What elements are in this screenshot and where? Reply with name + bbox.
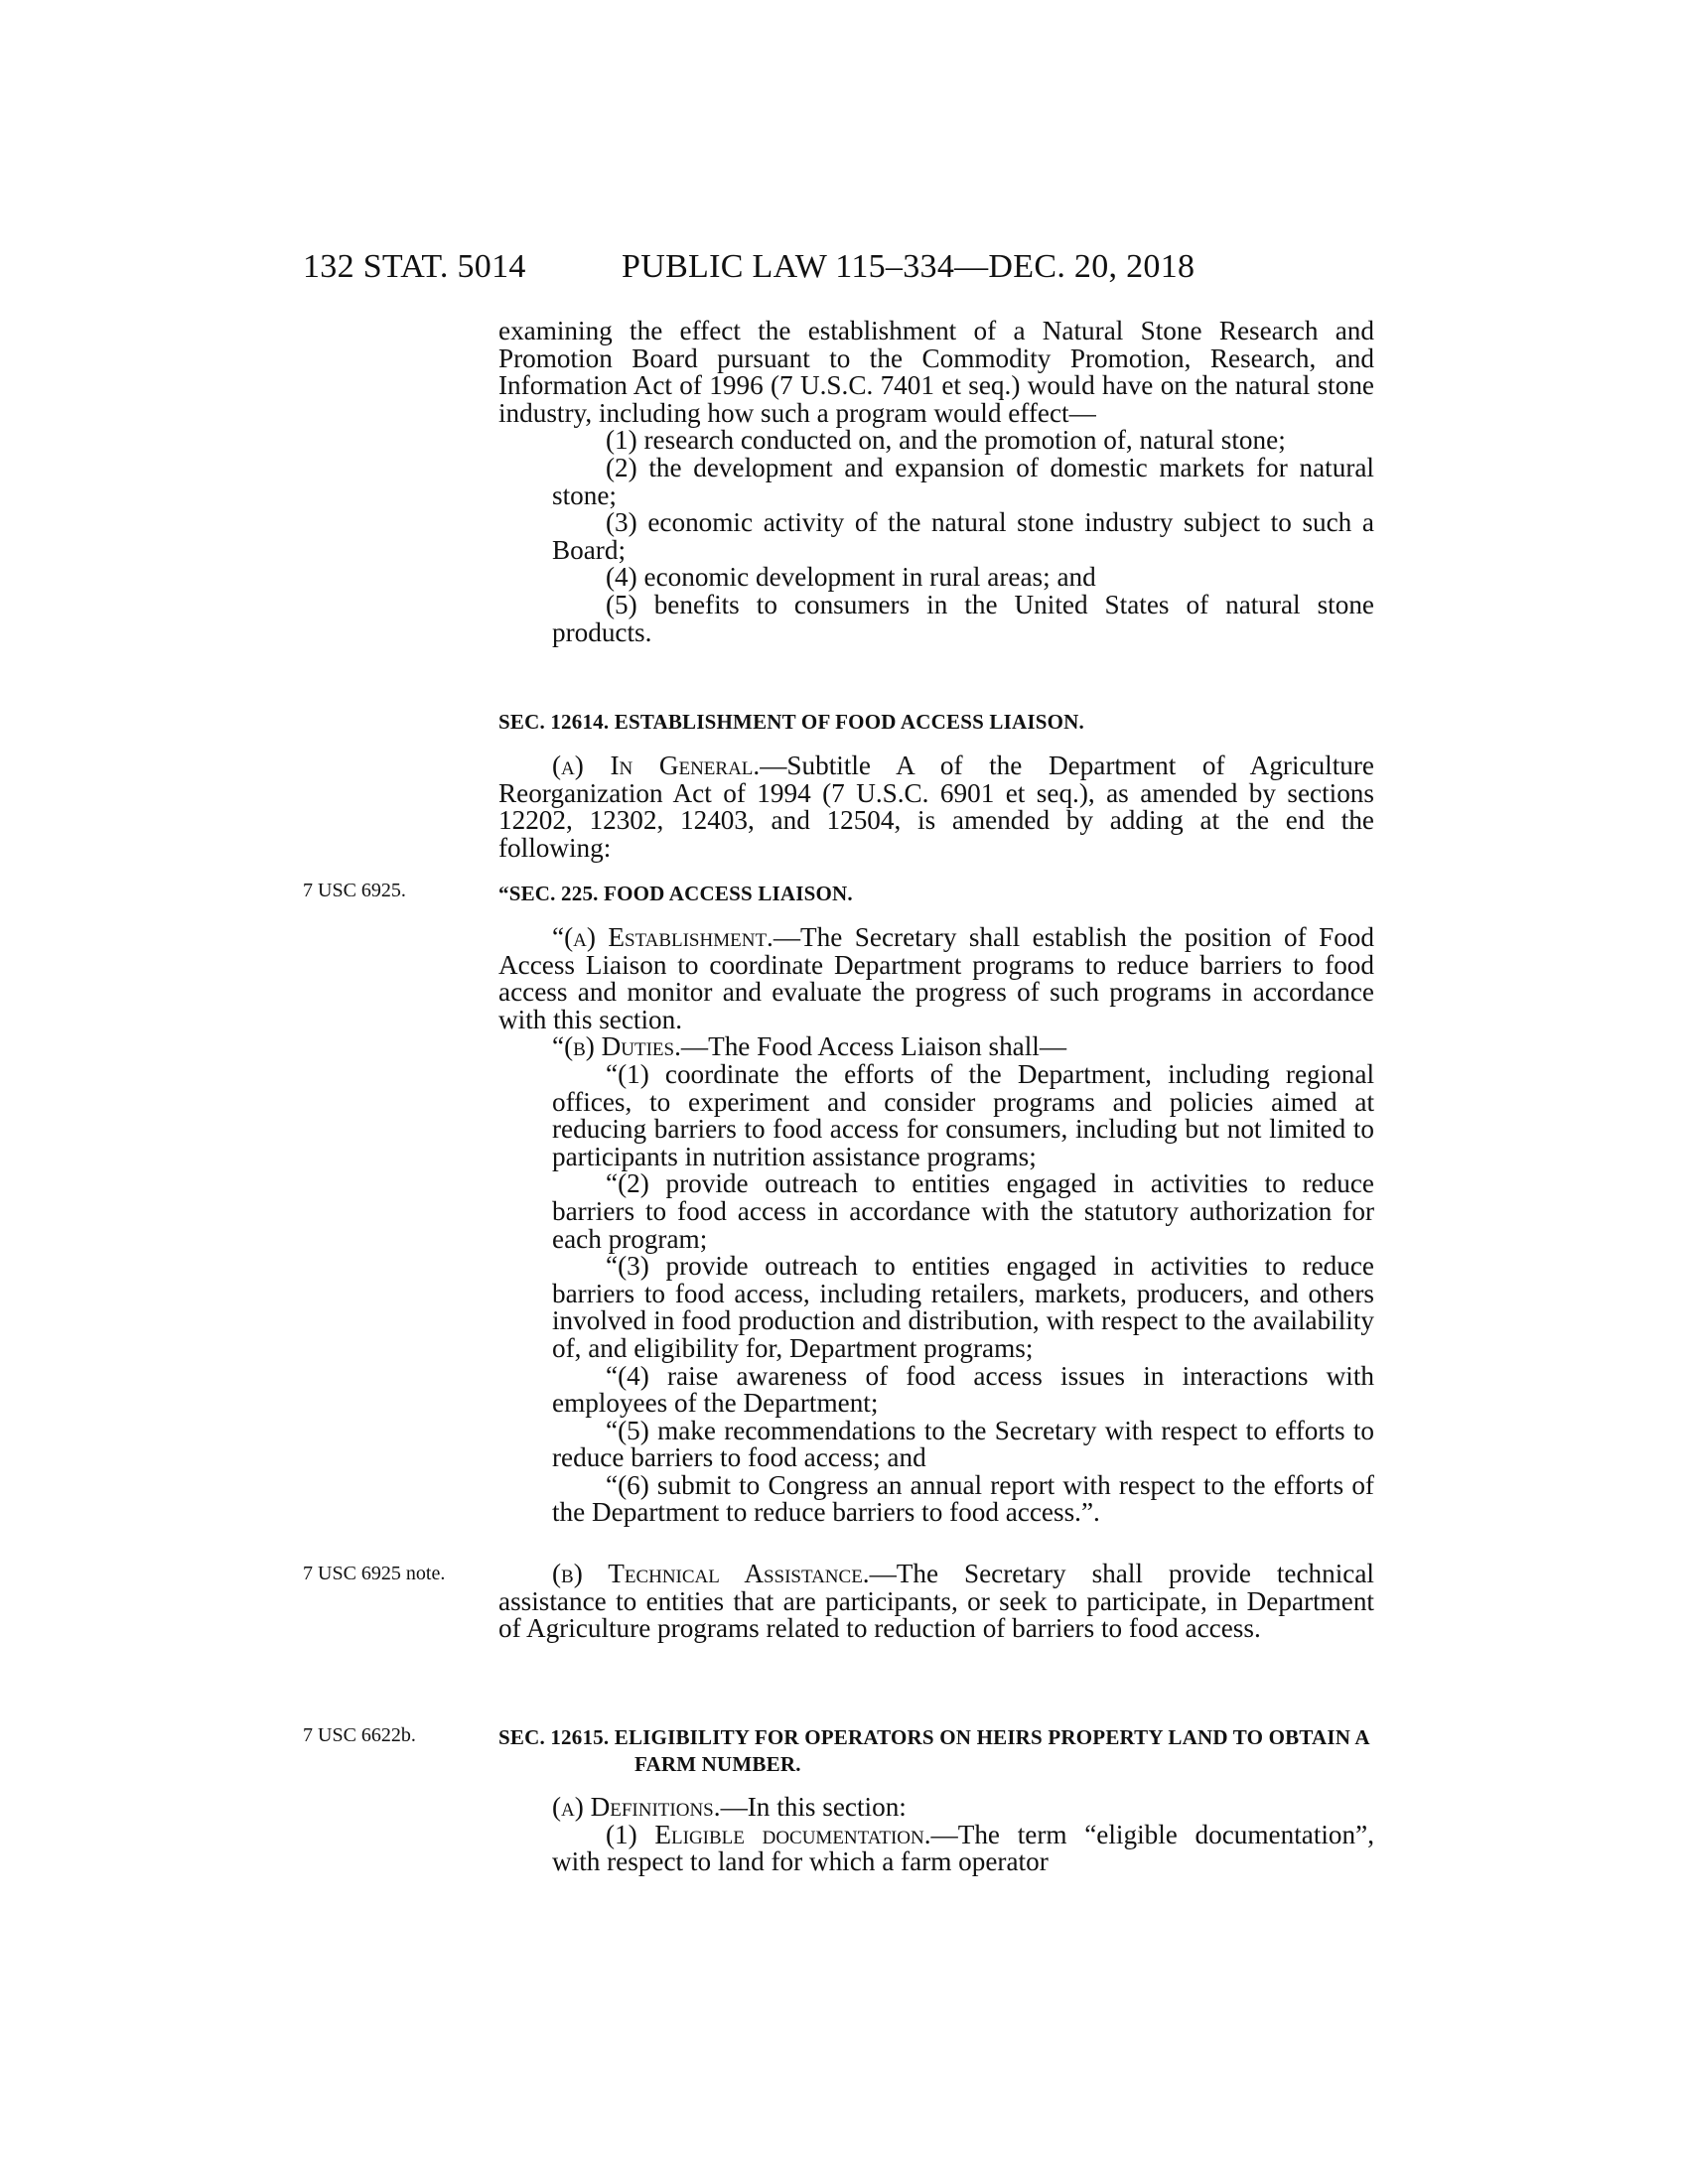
text-block-intro bbox=[498, 318, 1374, 646]
duty-item-2: “(2) provide outreach to entities engaged in activities to reduce barriers to food access in accordance with the statutory authorization for each program; bbox=[552, 1168, 1374, 1254]
subsection-text: —The Secretary shall establish the position of Food Access Liaison to coordinate Department programs to reduce barriers to food access and monitor and evaluate the progress of such programs in accordance with this section. bbox=[498, 922, 1374, 1034]
list-item-1: (1) research conducted on, and the promotion of, natural stone; bbox=[606, 425, 1286, 456]
paragraph-12615-a bbox=[498, 1794, 1374, 1822]
subsection-label: (a) Definitions. bbox=[552, 1792, 721, 1822]
definition-label: (1) Eligible documentation. bbox=[606, 1819, 931, 1849]
public-law-header: PUBLIC LAW 115–334—DEC. 20, 2018 bbox=[622, 248, 1196, 285]
subsection-label: “(a) Establishment. bbox=[552, 922, 774, 952]
list-item-2: (2) the development and expansion of domestic markets for natural stone; bbox=[552, 452, 1374, 510]
duty-item-1: “(1) coordinate the efforts of the Department, including regional offices, to experiment and consider programs and policies aimed at reducing barriers to food access for consumers, including but not limited to participants in nutrition assistance programs; bbox=[552, 1058, 1374, 1171]
subsection-label: (b) Technical Assistance. bbox=[552, 1559, 870, 1588]
duty-item-5: “(5) make recommendations to the Secretary with respect to efforts to reduce barriers to food access; and bbox=[552, 1415, 1374, 1473]
duty-item-3: “(3) provide outreach to entities engaged in activities to reduce barriers to food access, including retailers, markets, producers, and others involved in food production and distribution, with respect to the availability of, and eligibility for, Department programs; bbox=[552, 1251, 1374, 1363]
subsection-label: “(b) Duties. bbox=[552, 1031, 681, 1062]
definition-text: —The term “eligible documentation”, with respect to land for which a farm operator bbox=[552, 1819, 1374, 1877]
section-heading-12615: SEC. 12615. ELIGIBILITY FOR OPERATORS ON HEIRS PROPERTY LAND TO OBTAIN A FARM NUMBER. bbox=[498, 1725, 1369, 1776]
subsection-label: (a) In General. bbox=[552, 751, 761, 780]
stat-page-number: 132 STAT. 5014 bbox=[303, 248, 526, 285]
duty-item-4: “(4) raise awareness of food access issues in interactions with employees of the Department; bbox=[552, 1360, 1374, 1419]
margin-note-usc-6925-note: 7 USC 6925 note. bbox=[303, 1563, 446, 1584]
subsection-text: —The Food Access Liaison shall— bbox=[680, 1031, 1067, 1062]
margin-note-usc-6925: 7 USC 6925. bbox=[303, 880, 406, 901]
margin-note-usc-6622b: 7 USC 6622b. bbox=[303, 1724, 416, 1746]
list-item-5: (5) benefits to consumers in the United States of natural stone products. bbox=[552, 589, 1374, 647]
list-item-3: (3) economic activity of the natural stone industry subject to such a Board; bbox=[552, 507, 1374, 565]
paragraph-intro: examining the effect the establishment of a Natural Stone Research and Promotion Board pursuant to the Commodity Promotion, Research, and Information Act of 1996 (7 U.S.C. 7401 et seq.) would have on the natural stone industry, including how such a program would effect— bbox=[498, 316, 1374, 428]
subsection-text: —Subtitle A of the Department of Agriculture Reorganization Act of 1994 (7 U.S.C. 6901 et seq.), as amended by sections 12202, 12302, 12403, and 12504, is amended by adding at the end the following: bbox=[498, 751, 1374, 863]
subsection-text: —In this section: bbox=[720, 1792, 907, 1822]
paragraph-12615-a1 bbox=[498, 1819, 1374, 1877]
section-12614 bbox=[498, 709, 1374, 862]
section-225 bbox=[498, 881, 1374, 1527]
duty-item-6: “(6) submit to Congress an annual report with respect to the efforts of the Department to reduce barriers to food access.”. bbox=[552, 1469, 1374, 1528]
subsection-text: —The Secretary shall provide technical assistance to entities that are participants, or seek to participate, in Department of Agriculture programs related to reduction of barriers to food access. bbox=[498, 1559, 1374, 1644]
paragraph-12614-b bbox=[498, 1561, 1374, 1643]
section-12614-b bbox=[498, 1561, 1374, 1643]
paragraph-225-a bbox=[498, 924, 1374, 1033]
section-12615 bbox=[498, 1724, 1374, 1876]
paragraph-225-b bbox=[498, 1033, 1374, 1061]
paragraph-12614-a bbox=[498, 752, 1374, 862]
section-heading-12614: SEC. 12614. ESTABLISHMENT OF FOOD ACCESS LIAISON. bbox=[498, 710, 1084, 734]
list-item-4: (4) economic development in rural areas; and bbox=[606, 562, 1096, 593]
section-heading-225: “SEC. 225. FOOD ACCESS LIAISON. bbox=[498, 882, 853, 905]
